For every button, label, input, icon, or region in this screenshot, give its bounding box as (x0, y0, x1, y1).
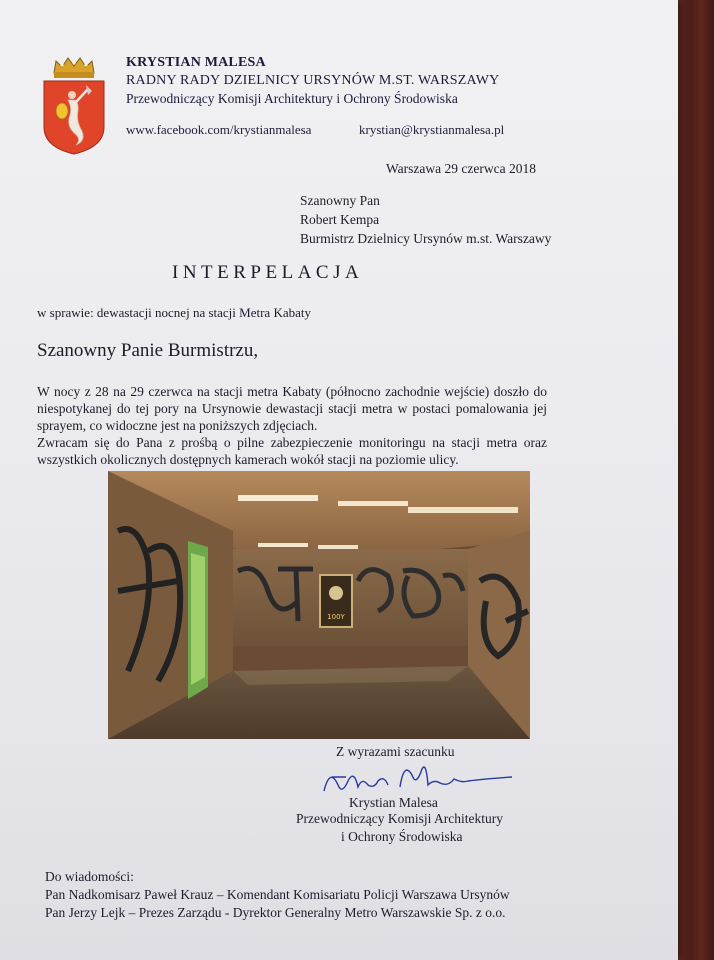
signer-title-line-2: i Ochrony Środowiska (341, 829, 463, 844)
cc-recipient-2: Pan Jerzy Lejk – Prezes Zarządu - Dyrektor Generalny Metro Warszawskie Sp. z o.o. (45, 905, 506, 920)
addressee-greeting: Szanowny Pan (300, 193, 380, 208)
letterhead-role: RADNY RADY DZIELNICY URSYNÓW M.ST. WARSZAWY (126, 73, 500, 88)
body-paragraph-2: Zwracam się do Pana z prośbą o pilne zabezpieczenie monitoringu na stacji metra oraz wszystkich okolicznych dostępnych kamerach wokół stacji na poziomie ulicy. (37, 435, 547, 467)
letterhead-committee: Przewodniczący Komisji Architektury i Ochrony Środowiska (126, 91, 458, 106)
wooden-desk-edge (674, 0, 714, 960)
addressee-name: Robert Kempa (300, 212, 380, 227)
salutation: Szanowny Panie Burmistrzu, (37, 340, 259, 361)
letter-date: Warszawa 29 czerwca 2018 (386, 161, 536, 176)
email-address: krystian@krystianmalesa.pl (359, 122, 505, 137)
document-title: INTERPELACJA (172, 262, 364, 283)
warsaw-coat-of-arms-icon (42, 55, 106, 155)
station-photo-illustration (108, 471, 530, 739)
vandalized-station-photo (108, 471, 530, 739)
signer-name: Krystian Malesa (349, 795, 438, 810)
cc-heading: Do wiadomości: (45, 869, 134, 884)
cc-recipient-1: Pan Nadkomisarz Paweł Krauz – Komendant Komisariatu Policji Warszawa Ursynów (45, 887, 510, 902)
addressee-title: Burmistrz Dzielnicy Ursynów m.st. Warszawy (300, 231, 552, 246)
body-paragraph-1: W nocy z 28 na 29 czerwca na stacji metra Kabaty (północno zachodnie wejście) doszło do niespotykanej do tej pory na Ursynowie dewastacji stacji metra w postaci pomalowania jej sprayem, co widoczne jest na poniższych zdjęciach. (37, 384, 547, 433)
letter-body (37, 383, 547, 468)
closing-phrase: Z wyrazami szacunku (336, 744, 455, 759)
signer-title-line-1: Przewodniczący Komisji Architektury (296, 811, 503, 826)
facebook-link: www.facebook.com/krystianmalesa (126, 122, 312, 137)
document-subject: w sprawie: dewastacji nocnej na stacji Metra Kabaty (37, 305, 311, 320)
letterhead-name: KRYSTIAN MALESA (126, 55, 266, 70)
poster-text: 100Y (327, 613, 345, 621)
